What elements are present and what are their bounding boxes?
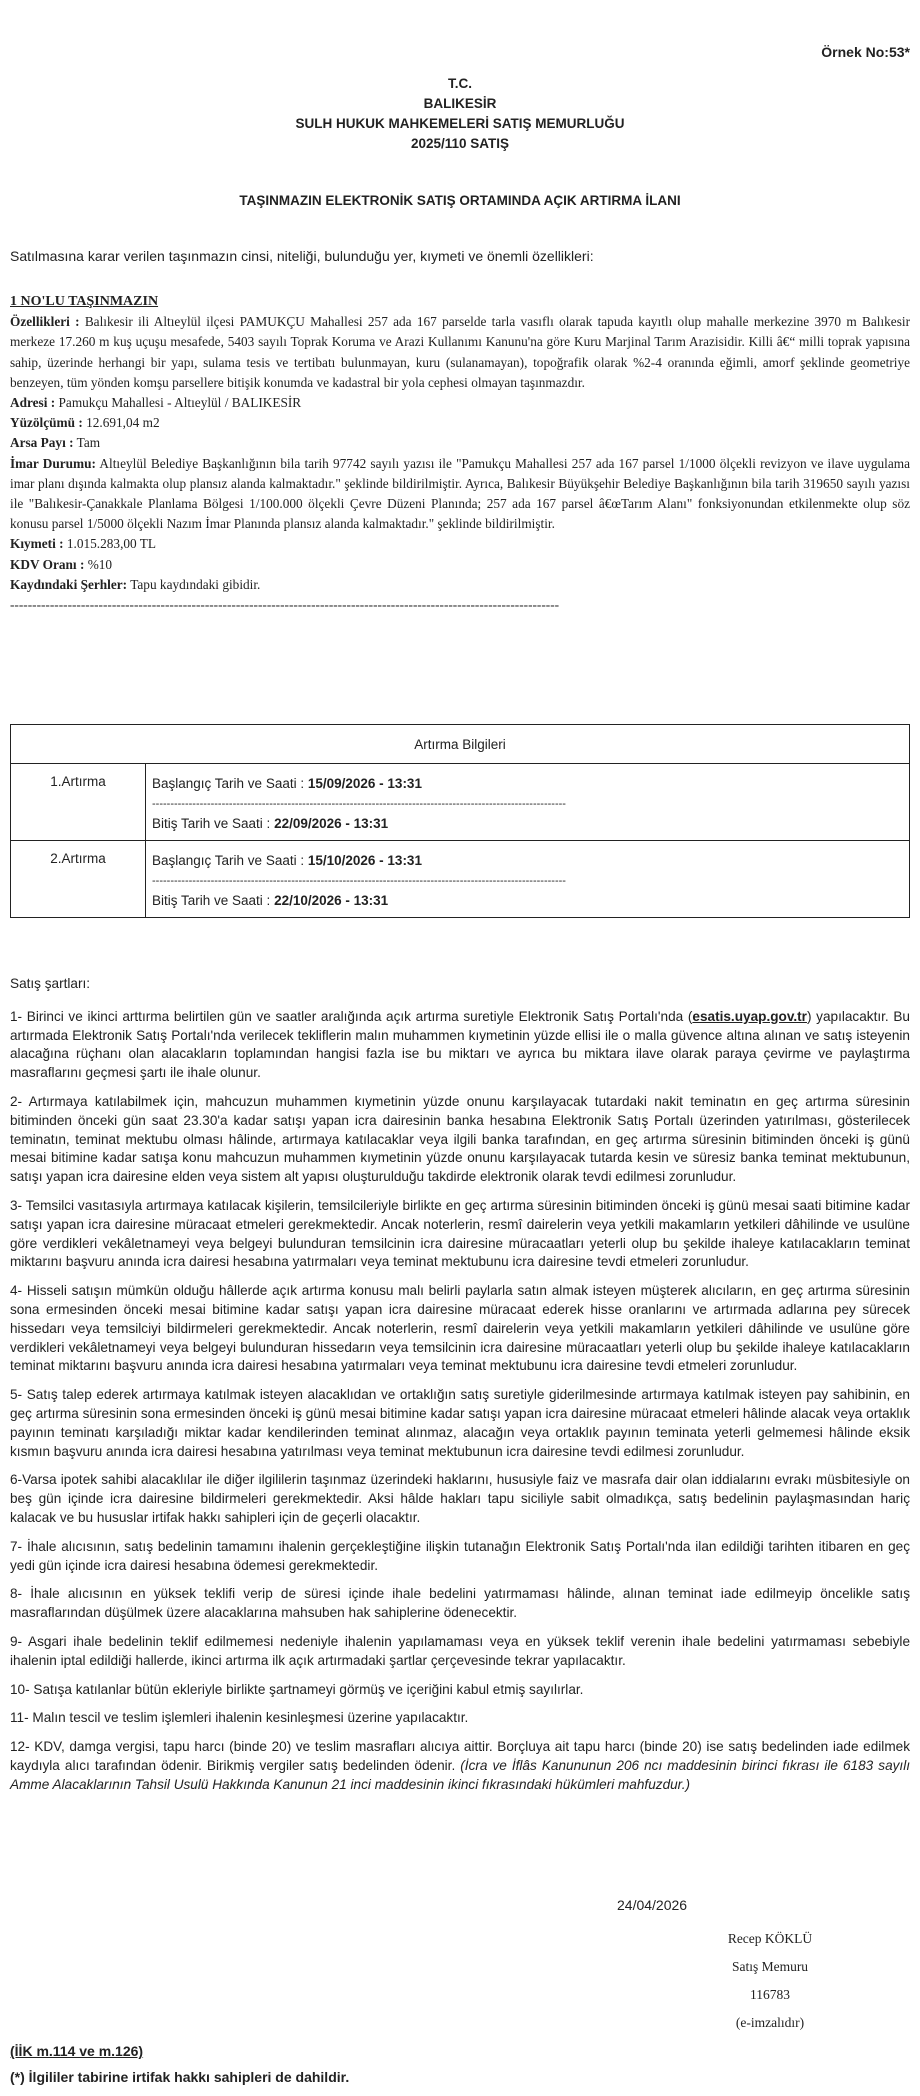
signer-title: Satış Memuru (731, 1959, 809, 1974)
area-value: 12.691,04 m2 (86, 415, 160, 431)
end-value: 22/10/2026 - 13:31 (274, 893, 389, 908)
condition-1-text: 1- Birinci ve ikinci arttırma belirtilen gün ve saatler aralığında açık artırma suretiyle Elektronik Satış Portalı'nda ( (10, 1008, 693, 1024)
property-divider: ---------------------------------------------------------------------------------------------------------------------------- (10, 597, 560, 613)
property-vat (10, 555, 910, 575)
value-label: Kıymeti : (10, 536, 64, 552)
property-share (10, 433, 910, 453)
property-zoning (10, 454, 910, 535)
property-features (10, 312, 910, 393)
auction-row-2 (11, 841, 910, 918)
property-annotations (10, 575, 910, 595)
end-label: Bitiş Tarih ve Saati : (152, 893, 271, 908)
address-value: Pamukçu Mahallesi - Altıeylül / BALIKESİR (58, 395, 302, 411)
condition-7: 7- İhale alıcısının, satış bedelinin tamamını ihalenin gerçekleştiğine ilişkin tutanağın Elektronik Satış Portalı'nda ilan edildiği tarihten itibaren en geç yedi gün içinde icra dairesi hesabına ödemesi gerekmektedir. (10, 1538, 910, 1573)
auction-separator: ----------------------------------------------------------------------------------------------------------------- (152, 798, 566, 810)
area-label: Yüzölçümü : (10, 415, 83, 431)
start-value: 15/10/2026 - 13:31 (307, 853, 422, 868)
condition-1 (10, 1008, 910, 1083)
auction-info (146, 841, 910, 918)
law-reference (10, 2043, 143, 2059)
features-value: Balıkesir ili Altıeylül ilçesi PAMUKÇU Mahallesi 257 ada 167 parselde tarla vasıflı olarak tapuda kayıtlı olup mahalle merkezine 3970 m Balıkesir merkeze 17.260 m kuş uçuşu mesafede, 5403 sayılı Toprak Koruma ve Arazi Kullanımı Kanunu'na göre Kuru Marjinal Tarım Arazisidir. Killi â€“ milli toprak yapısına sahip, üzerinde herhangi bir yapı, sulama tesis ve tertibatı bulunmayan, kuru (sulanamayan), topoğrafik olarak %2-4 oranında eğimli, amorf şeklinde geometriye benzeyen, tüm yönden komşu parsellere bitişik konumda ve kadastral bir yola cephesi olmayan taşınmazdır. (10, 314, 910, 390)
signature-date: 24/04/2026 (617, 1897, 688, 1913)
annotations-value: Tapu kaydındaki gibidir. (130, 576, 261, 592)
document-title: TAŞINMAZIN ELEKTRONİK SATIŞ ORTAMINDA AÇIK ARTIRMA İLANI (239, 193, 681, 208)
vat-label: KDV Oranı : (10, 556, 85, 572)
start-label: Başlangıç Tarih ve Saati : (152, 853, 305, 868)
features-label: Özellikleri : (10, 314, 80, 330)
auction-end (152, 891, 903, 911)
condition-2: 2- Artırmaya katılabilmek için, mahcuzun muhammen kıymetinin yüzde onunu karşılayacak tutardaki nakit teminatın en geç artırma süresinin bitiminden önceki gün saat 23.30'a kadar satışı yapan icra dairesinin banka hesabına Elektronik Satış Portalı üzerinden yatırılması, gösterilecek teminatın, teminat mektubu olması hâlinde, artırmaya katılacaklar veya ilgili banka tarafından, en geç artırma süresinin bitiminden önceki iş günü mesai bitimine kadar satışa konu mahcuzun muhammen kıymetinin yüzde onunu karşılayacak tutarda kesin ve süresiz banka teminat mektubunun, satışı yapan icra dairesine elden veya sistem alt yapısı oluşturulduğu takdirde elektronik olarak tevdi edilmesi zorunludur. (10, 1093, 910, 1185)
property-value (10, 534, 910, 554)
zoning-value: Altıeylül Belediye Başkanlığının bila tarih 97742 sayılı yazısı ile "Pamukçu Mahallesi 257 ada 167 parsel 1/1000 ölçekli revizyon ve ilave uygulama imar planı dışında kalmakta olup plansız alanda kalmaktadır." şeklinde bildirilmiştir. Ayrıca, Balıkesir Büyükşehir Belediye Başkanlığının bila tarih 319650 sayılı yazısı ile "Balıkesir-Çanakkale Planlama Bölgesi 1/100.000 ölçekli Çevre Düzeni Planında; 257 ada 167 parsel â€œTarım Alanı" fonksiyonundan etkilenmekte olup söz konusu parsel 1/5000 ölçekli Nazım İmar Planında plansız alanda kalmaktadır." şeklinde bildirilmiştir. (10, 455, 910, 532)
auction-end (152, 814, 903, 834)
conditions-label: Satış şartları: (10, 976, 91, 991)
end-label: Bitiş Tarih ve Saati : (152, 816, 271, 831)
signer-name: Recep KÖKLÜ (727, 1931, 813, 1946)
vat-value: %10 (87, 556, 113, 572)
condition-4: 4- Hisseli satışın mümkün olduğu hâllerde açık artırma konusu malı belirli paylarla satın almak isteyen müşterek alıcıların, en geç artırma süresinin sona ermesinden önceki mesai bitimine kadar satışı yapan icra dairesine müracaat ederek hisse oranlarını ve artırmada adlarına pey sürecek hissedarı veya temsilciyi bildirmeleri gerekmektedir. Ancak noterlerin, resmî dairelerin veya yetkili makamların yetkileri dâhilinde ve usulüne göre verdikleri vekâletnameyi veya belgeyi bulunduran hissedarın veya temsilcinin icra dairesine müracaatları yeterli olup bu şekilde ihaleye katılacakların teminat miktarını başvuru anında icra dairesi hesabına yatırmaları veya teminat mektubunu icra dairesine tevdi etmeleri zorunludur. (10, 1283, 910, 1374)
condition-3: 3- Temsilci vasıtasıyla artırmaya katılacak kişilerin, temsilcileriyle birlikte en geç artırma süresinin bitiminden önceki iş günü mesai saati bitimine kadar satışı yapan icra dairesine müracaat etmeleri gerekmektedir. Ancak noterlerin, resmî dairelerin veya yetkili makamların yetkileri dâhilinde ve usulüne göre verdikleri vekâletnameyi veya belgeyi bulunduran temsilcinin icra dairesine müracaatları yeterli olup bu şekilde ihaleye katılacakların teminat miktarını başvuru anında icra dairesi hesabına yatırmaları veya teminat mektubunu icra dairesine tevdi etmeleri zorunludur. (10, 1197, 910, 1270)
auction-start (152, 774, 903, 794)
auction-separator: ----------------------------------------------------------------------------------------------------------------- (152, 875, 566, 887)
start-value: 15/09/2026 - 13:31 (307, 776, 422, 791)
intro-text: Satılmasına karar verilen taşınmazın cinsi, niteliği, bulunduğu yer, kıymeti ve önemli özellikleri: (10, 248, 594, 264)
condition-10: 10- Satışa katılanlar bütün ekleriyle birlikte şartnameyi görmüş ve içeriğini kabul etmiş sayılırlar. (10, 1681, 584, 1697)
auction-start (152, 851, 903, 871)
condition-1-text-cont: ) yapılacaktır. Bu artırmada Elektronik Satış Portalı'nda verilecek tekliflerin malın muhammen kıymetinin yüzde ellisi ile o malla güvence altına alınan ve satış isteyenin alacağına rüçhanı olan alacakların toplamından hangisi fazla ise bu miktarı ve ayrıca bu miktara ilave olarak paraya çevirme ve paylaştırma masraflarını geçmesi şartı ile ihale olunur. (10, 1008, 910, 1081)
condition-8: 8- İhale alıcısının en yüksek teklifi verip de süresi içinde ihale bedelini yatırmaması hâlinde, alınan teminat iade edilmeyip öncelikle satış masraflarından düşülmek üzere alacaklarına mahsuben hak sahiplerine ödenecektir. (10, 1586, 910, 1621)
auction-name: 2.Artırma (11, 841, 146, 918)
condition-11: 11- Malın tescil ve teslim işlemleri ihalenin kesinleşmesi üzerine yapılacaktır. (10, 1710, 469, 1726)
condition-5: 5- Satış talep ederek artırmaya katılmak isteyen alacaklıdan ve ortaklığın satış suretiyle giderilmesinde artırmaya katılmak isteyen pay sahibinin, en geç artırma süresinin sona ermesinden önceki iş günü mesai bitimine kadar satışı yapan icra dairesine müracaat etmeleri hâlinde alacak veya ortaklık payının teminatı karşıladığı miktar kadar kendilerinden teminat alınmaz, alacağın veya ortaklık payının teminata yeterli gelmemesi hâlinde eksik kısmın başvuru anında icra dairesi hesabına yatırılması veya teminat mektubunun icra dairesine tevdi edilmesi zorunludur. (10, 1387, 910, 1459)
auction-name: 1.Artırma (11, 764, 146, 841)
header-city: BALIKESİR (423, 96, 497, 111)
auction-info (146, 764, 910, 841)
sale-conditions (10, 975, 910, 1804)
ornek-no: Örnek No:53* (821, 44, 910, 60)
signature-date-row (0, 1897, 920, 1915)
condition-12-text: 12- KDV, damga vergisi, tapu harcı (binde 20) ve teslim masrafları alıcıya aittir. Borçluya ait tapu harcı (binde 20) ise satış bedelinden iade edilmek kaydıyla alıcı tarafından ödenir. Birikmiş vergiler satış bedelinden ödenir. (10, 1739, 910, 1773)
auction-table-header: Artırma Bilgileri (11, 725, 910, 764)
document-header (0, 74, 920, 154)
zoning-label: İmar Durumu: (10, 455, 96, 471)
auction-table (10, 724, 910, 918)
e-signature-note: (e-imzalıdır) (735, 2015, 805, 2030)
share-value: Tam (76, 435, 101, 451)
property-heading: 1 NO'LU TAŞINMAZIN (10, 294, 159, 309)
signer-number: 116783 (750, 1987, 790, 2002)
condition-12 (10, 1738, 910, 1794)
property-area (10, 413, 910, 433)
footnote: (*) İlgililer tabirine irtifak hakkı sahipleri de dahildir. (10, 2069, 350, 2085)
condition-9: 9- Asgari ihale bedelinin teklif edilmemesi nedeniyle ihalenin yapılamaması veya en yüksek teklif verenin ihale bedelini yatırmaması sebebiyle ihalenin iptal edildiği hallerde, ikinci artırma ilk açık artırmadaki şartlar çerçevesinde tekrar yapılacaktır. (10, 1633, 910, 1668)
esatis-link[interactable]: esatis.uyap.gov.tr (692, 1008, 807, 1024)
header-tc: T.C. (447, 76, 472, 91)
value-amount: 1.015.283,00 TL (66, 536, 157, 552)
signature-block (690, 1925, 850, 2037)
share-label: Arsa Payı : (10, 435, 74, 451)
end-value: 22/09/2026 - 13:31 (274, 816, 389, 831)
annotations-label: Kaydındaki Şerhler: (10, 576, 128, 592)
start-label: Başlangıç Tarih ve Saati : (152, 776, 305, 791)
law-reference-text: (İİK m.114 ve m.126) (10, 2043, 144, 2059)
header-office: SULH HUKUK MAHKEMELERİ SATIŞ MEMURLUĞU (295, 116, 625, 131)
auction-row-1 (11, 764, 910, 841)
property-address (10, 393, 910, 413)
condition-12-note: (İcra ve İflâs Kanununun 206 ncı maddesinin birinci fıkrası ile 6183 sayılı Amme Alacaklarının Tahsil Usulü Hakkında Kanunun 21 inci maddesinin ikinci fıkrasındaki hükümleri mahfuzdur.) (10, 1757, 910, 1792)
property-section (10, 292, 910, 615)
header-file-no: 2025/110 SATIŞ (410, 136, 510, 151)
address-label: Adresi : (10, 395, 56, 411)
condition-6: 6-Varsa ipotek sahibi alacaklılar ile diğer ilgililerin taşınmaz üzerindeki haklarını, hususiyle faiz ve masrafa dair olan iddialarını evrakı müsbitesiyle on beş gün içinde icra dairesine bildirmeleri gerekmektedir. Aksi hâlde hakları tapu siciliyle sabit olmadıkça, satış bedelinin paylaşmasından hariç kalacak ve bu hususlar irtifak hakkı sahipleri için de geçerli olacaktır. (10, 1472, 910, 1525)
